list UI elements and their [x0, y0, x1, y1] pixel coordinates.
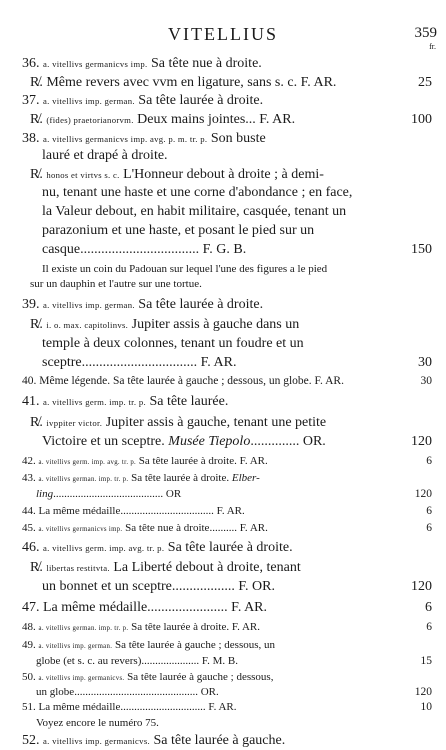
price-value: 120 [414, 686, 432, 698]
entry-text: 47. La même médaille....................... F. AR. [22, 600, 268, 615]
legend-text: a. vitellivs germ. imp. tr. p. [43, 397, 146, 407]
catalogue-line [42, 204, 434, 220]
entry-text: sceptre................................. F. AR. [42, 355, 237, 370]
entry-text: ........................................ OR [53, 488, 182, 500]
catalogue-line [22, 297, 434, 313]
entry-text: 40. Même légende. Sa tête laurée à gauche ; dessous, un globe. F. AR. [22, 375, 344, 387]
catalogue-line [22, 600, 400, 616]
catalogue-line [36, 686, 400, 698]
catalogue-line [22, 455, 400, 467]
italic-text: Musée Tiepolo [168, 434, 251, 449]
catalogue-line [36, 488, 400, 500]
catalogue-line [22, 733, 434, 749]
catalogue-line [22, 131, 434, 147]
entry-text: Sa tête laurée à droite. [134, 297, 264, 312]
catalogue-line [42, 434, 400, 450]
entry-text: Sa tête laurée à droite. [128, 472, 232, 484]
catalogue-line [42, 185, 434, 201]
entry-text: la Valeur debout, en habit militaire, casquée, tenant un [42, 204, 347, 219]
entry-text: Sa tête nue à droite. [147, 56, 262, 71]
catalogue-line [22, 505, 400, 517]
entry-text: 41. [22, 394, 43, 409]
legend-text: a. vitellivs imp. german. [43, 300, 135, 310]
italic-text: ling [36, 488, 54, 500]
entry-text: Victoire et un sceptre. [42, 434, 169, 449]
entry-text: Sa tête laurée à gauche ; dessous, [124, 671, 274, 683]
catalogue-line [36, 717, 434, 729]
entry-text: R̸. [30, 167, 47, 182]
price-value: 6 [426, 522, 432, 534]
entry-text: Son buste [207, 131, 266, 146]
catalogue-line [30, 112, 400, 128]
entry-text: Voyez encore le numéro 75. [36, 717, 159, 729]
entry-text: 49. [22, 639, 39, 651]
catalogue-line [22, 540, 434, 556]
catalogue-line [42, 355, 400, 371]
price-value: 15 [420, 655, 432, 667]
italic-text: Elber- [231, 472, 260, 484]
catalogue-line [22, 639, 434, 651]
price-value: 30 [420, 375, 432, 387]
legend-text: a. vitellivs german. imp. tr. p. [38, 476, 129, 483]
legend-text: a. vitellivs germ. imp. avg. tr. p. [43, 543, 165, 553]
entry-text: sur un dauphin et l'autre sur une tortue. [30, 278, 202, 290]
catalogue-line [42, 263, 434, 275]
entry-text: 52. [22, 733, 43, 748]
entry-text: R̸. [30, 112, 47, 127]
legend-text: a. vitellivs imp. germanicvs. [38, 675, 125, 682]
entry-text: Deux mains jointes... F. AR. [133, 112, 296, 127]
entry-text: Sa tête laurée à droite. [164, 540, 293, 555]
catalogue-line [22, 375, 400, 387]
entry-text: R̸. Même revers avec vvm en ligature, sans s. c. F. AR. [30, 75, 337, 90]
entry-text: temple à deux colonnes, tenant un foudre et un [42, 336, 304, 351]
catalogue-line [30, 278, 434, 290]
catalogue-line [30, 415, 434, 431]
catalogue-line [22, 522, 400, 534]
entry-text: 38. [22, 131, 43, 146]
catalogue-line [22, 56, 434, 72]
currency-unit: fr. [429, 42, 436, 51]
price-value: 120 [411, 579, 432, 594]
entry-text: 39. [22, 297, 43, 312]
legend-text: a. vitellivs germanicvs imp. [38, 526, 123, 533]
catalogue-line [22, 472, 434, 484]
catalogue-line [30, 317, 434, 333]
entry-text: Jupiter assis à gauche, tenant une petite [102, 415, 327, 430]
price-value: 120 [411, 434, 432, 449]
entry-text: 36. [22, 56, 43, 71]
entry-text: 46. [22, 540, 43, 555]
entry-text: 51. La même médaille............................... F. AR. [22, 701, 237, 713]
price-value: 6 [426, 621, 432, 633]
price-value: 150 [411, 242, 432, 257]
catalogue-line [22, 93, 434, 109]
catalogue-line [42, 148, 434, 164]
entry-text: 42. [22, 455, 39, 467]
entry-text: R̸. [30, 415, 47, 430]
price-value: 6 [426, 505, 432, 517]
catalogue-line [22, 394, 434, 410]
entry-text: Sa tête laurée à droite. F. AR. [136, 455, 268, 467]
page-number: 359 [414, 25, 437, 41]
entry-text: L'Honneur debout à droite ; à demi- [119, 167, 324, 182]
entry-text: Sa tête laurée à droite. [134, 93, 264, 108]
price-value: 6 [425, 600, 432, 615]
price-value: 10 [420, 701, 432, 713]
catalogue-line [30, 75, 400, 91]
entry-text: globe (et s. c. au revers)..................... F. M. B. [36, 655, 238, 667]
legend-text: (fides) praetorianorvm. [46, 115, 134, 125]
entry-text: casque.................................. F. G. B. [42, 242, 247, 257]
catalogue-line [30, 560, 434, 576]
entry-text: parazonium et une haste, et posant le pied sur un [42, 223, 315, 238]
legend-text: honos et virtvs s. c. [46, 170, 120, 180]
catalogue-line [42, 242, 400, 258]
entry-text: lauré et drapé à droite. [42, 148, 168, 163]
entry-text: nu, tenant une haste et une corne d'abondance ; en face, [42, 185, 353, 200]
catalogue-line [42, 336, 434, 352]
entry-text: 44. La même médaille.................................. F. AR. [22, 505, 245, 517]
price-value: 6 [426, 455, 432, 467]
catalogue-line [22, 671, 434, 683]
legend-text: ivppiter victor. [46, 418, 103, 428]
catalogue-line [22, 621, 400, 633]
entry-text: Sa tête nue à droite.......... F. AR. [122, 522, 268, 534]
price-value: 100 [411, 112, 432, 127]
price-value: 120 [414, 488, 432, 500]
entry-text: .............. OR. [250, 434, 326, 449]
catalogue-line [42, 579, 400, 595]
legend-text: i. o. max. capitolinvs. [46, 320, 129, 330]
legend-text: libertas restitvta. [46, 563, 110, 573]
entry-text: un globe............................................. OR. [36, 686, 219, 698]
entry-text: un bonnet et un sceptre.................. F. OR. [42, 579, 275, 594]
entry-text: 48. [22, 621, 39, 633]
legend-text: a. vitellivs imp. germanicvs. [43, 736, 150, 746]
catalogue-line [30, 167, 434, 183]
price-value: 25 [418, 75, 432, 90]
legend-text: a. vitellivs imp. german. [38, 643, 113, 650]
legend-text: a. vitellivs german. imp. tr. p. [38, 625, 129, 632]
page-title: VITELLIUS [168, 24, 278, 44]
entry-text: 45. [22, 522, 39, 534]
entry-text: R̸. [30, 317, 47, 332]
entry-text: Sa tête laurée. [145, 394, 229, 409]
legend-text: a. vitellivs germ. imp. avg. tr. p. [38, 459, 137, 466]
entry-text: Il existe un coin du Padouan sur lequel l'une des figures a le pied [42, 263, 328, 275]
catalogue-line [36, 655, 400, 667]
catalogue-line [42, 223, 434, 239]
price-value: 30 [418, 355, 432, 370]
entry-text: 43. [22, 472, 39, 484]
entry-text: Sa tête laurée à gauche. [149, 733, 286, 748]
catalogue-line [22, 701, 400, 713]
entry-text: 37. [22, 93, 43, 108]
entry-text: Sa tête laurée à gauche ; dessous, un [112, 639, 276, 651]
entry-text: Jupiter assis à gauche dans un [128, 317, 300, 332]
entry-text: 50. [22, 671, 39, 683]
legend-text: a. vitellivs imp. german. [43, 96, 135, 106]
legend-text: a. vitellivs germanicvs imp. [43, 59, 148, 69]
entry-text: Sa tête laurée à droite. F. AR. [128, 621, 261, 633]
entry-text: R̸. [30, 560, 47, 575]
entry-text: La Liberté debout à droite, tenant [109, 560, 301, 575]
legend-text: a. vitellivs germanicvs imp. avg. p. m. tr. p. [43, 134, 208, 144]
